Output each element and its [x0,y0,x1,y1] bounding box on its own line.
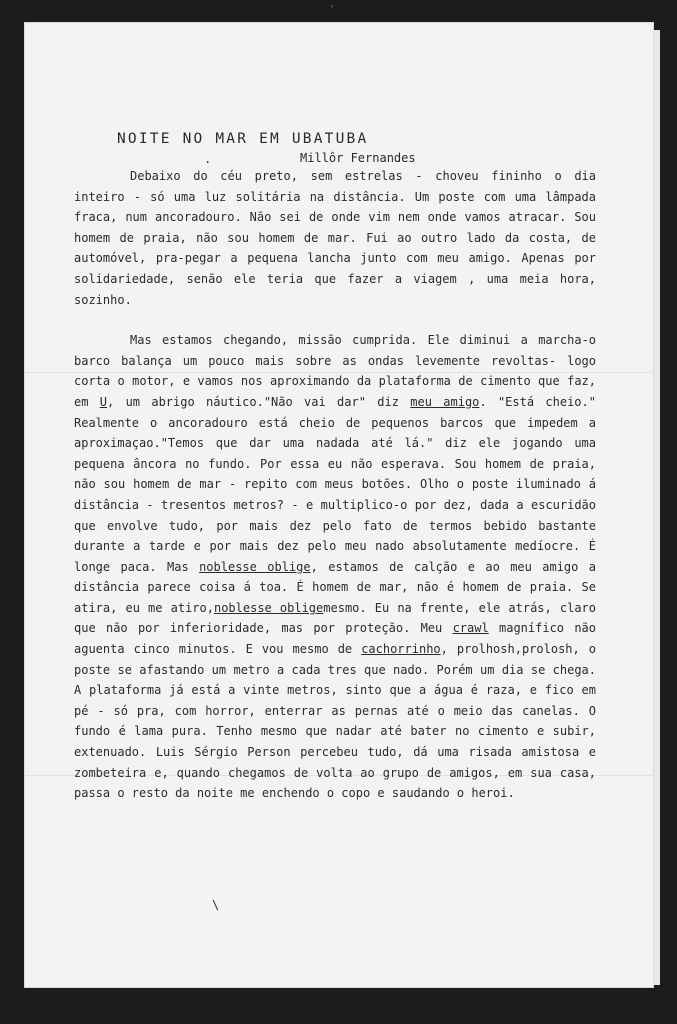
document-author: Millôr Fernandes [300,151,416,165]
underlined-text: noblesse oblige [199,559,311,574]
underlined-text: noblesse oblige [213,600,324,615]
paragraph-text: , um abrigo náutico."Não vai dar" diz [107,394,411,409]
paragraph-text: . "Está cheio." Realmente o ancoradouro está cheio de pequenos barcos que impedem a aproximaçao."Temos que dar uma nadada até lá." diz ele jogando uma pequena âncora no fundo. Por essa eu não esperava. Sou homem de praia, não sou homem de mar - repito com meus botões. Olho o poste iluminado á distância - tresentos metros? - e multiplico-o por dez, dada a escuridão que envolve tudo, por mais dez pelo fato de termos bebido bastante durante a tarde e por mais dez pelo meu nado absolutamente medíocre. É longe paca. Mas [74,394,596,574]
paragraph-text: Mas estamos chegando, missão cumprida. Ele diminui a marcha-o barco balança um pouco mais sobre as ondas levemente revoltas- logo corta o motor, e vamos nos aproximando da plataforma de cimento que faz, em [74,333,596,409]
underlined-text: meu amigo [410,394,480,409]
underlined-text: U [99,394,108,409]
body-paragraph [74,166,596,310]
paragraph-text: Debaixo do céu preto, sem estrelas - choveu fininho o dia inteiro - só uma luz solitária na distância. Um poste com uma lâmpada fraca, num ancoradouro. Não sei de onde vim nem onde vamos atracar. Sou homem de praia, não sou homem de mar. Fui ao outro lado da costa, de automóvel, pra-pegar a pequena lancha junto com meu amigo. Apenas por solidariedade, senão ele teria que fazer a viagem , uma meia hora, sozinho. [74,169,596,307]
underlined-text: crawl [452,621,489,636]
paragraph-text: mesmo. Eu na frente, ele atrás, claro que não por inferioridade, mas por proteção. Meu [74,600,596,636]
body-paragraph [74,330,596,804]
paragraph-text: , estamos de calção e ao meu amigo a distância parece coisa á toa. É homem de mar, não é homem de praia. Se atira, eu me atiro, [74,559,596,615]
pen-mark: \ [212,898,220,912]
ink-dot: . [204,152,212,166]
paragraph-text: , prolhosh,prolosh, o poste se afastando um metro a cada tres que nado. Porém um dia se chega. A plataforma já está a vinte metros, sinto que a água é raza, e fico em pé - só pra, com horror, enterrar as pernas até o meio das canelas. O fundo é lama pura. Tenho mesmo que nadar até bater no cimento e subir, extenuado. Luis Sérgio Person percebeu tudo, dá uma risada amistosa e zombeteira e, quando chegamos de volta ao grupo de amigos, em sua casa, passa o resto da noite me enchendo o copo e saudando o heroi. [74,642,596,801]
pencil-mark: ' [329,4,336,15]
document-title: NOITE NO MAR EM UBATUBA [117,131,369,147]
paragraph-text: magnífico não aguenta cinco minutos. E vou mesmo de [74,621,596,657]
paper-edge [654,30,660,985]
underlined-text: cachorrinho [361,642,441,657]
document-body [74,166,596,804]
